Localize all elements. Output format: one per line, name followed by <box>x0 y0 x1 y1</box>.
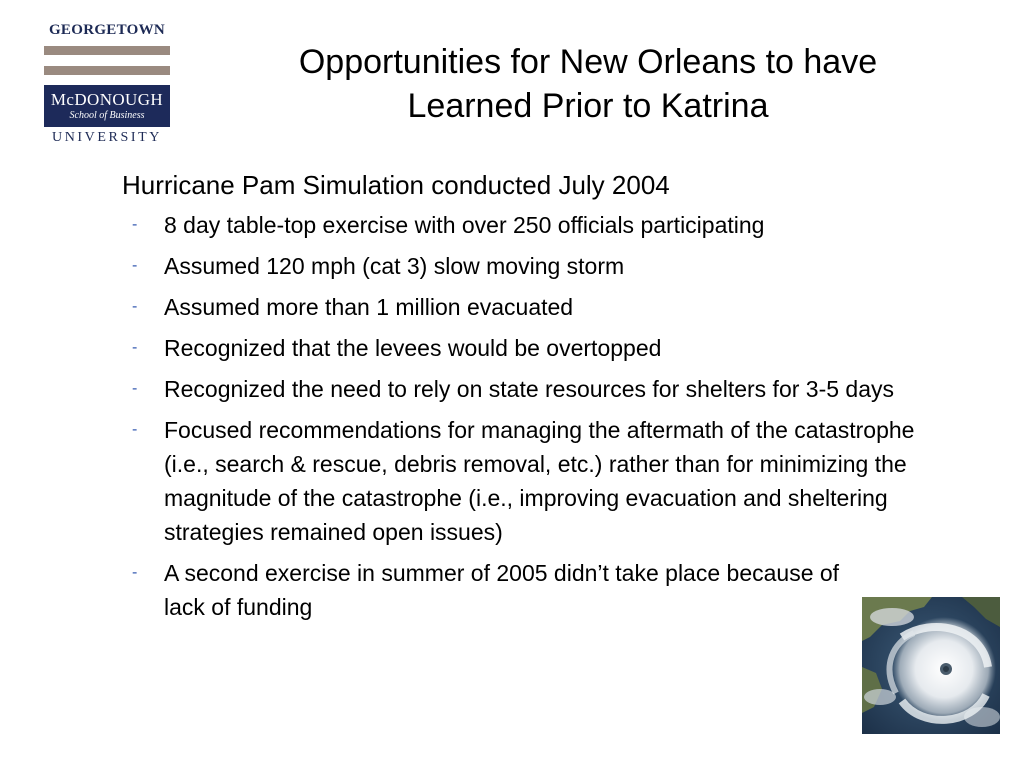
dash-bullet-icon: - <box>132 380 138 397</box>
logo-box-subtitle: School of Business <box>69 110 145 121</box>
bullet-item <box>122 556 922 624</box>
bullet-text: Recognized that the levees would be overtopped <box>164 335 662 361</box>
bullet-item <box>122 249 922 283</box>
bullet-item <box>122 208 922 242</box>
slide-title <box>200 40 976 128</box>
dash-bullet-icon: - <box>132 216 138 233</box>
logo-top-text: GEORGETOWN <box>48 22 166 38</box>
slide-content <box>122 168 922 631</box>
bullet-text: Assumed more than 1 million evacuated <box>164 294 574 320</box>
bullet-text: Recognized the need to rely on state resources for shelters for 3-5 days <box>164 376 895 402</box>
bullet-item <box>122 290 922 324</box>
section-heading: Hurricane Pam Simulation conducted July 2004 <box>122 170 670 200</box>
bullet-text: 8 day table-top exercise with over 250 officials participating <box>164 212 765 238</box>
dash-bullet-icon: - <box>132 339 138 356</box>
bullet-text: Focused recommendations for managing the aftermath of the catastrophe (i.e., search & rescue, debris removal, etc.) rather than for minimizing the magnitude of the catastrophe (i.e., improving evacuation and sheltering strategies remained open issues) <box>164 417 915 545</box>
logo-box-name: McDONOUGH <box>50 90 164 109</box>
bullet-text: Assumed 120 mph (cat 3) slow moving storm <box>164 253 625 279</box>
dash-bullet-icon: - <box>132 257 138 274</box>
logo-stripe <box>44 66 170 75</box>
bullet-item <box>122 372 922 406</box>
logo-bottom-text: UNIVERSITY <box>52 130 162 145</box>
bullet-item <box>122 413 922 549</box>
dash-bullet-icon: - <box>132 298 138 315</box>
bullet-list <box>122 208 922 624</box>
dash-bullet-icon: - <box>132 421 138 438</box>
bullet-text: A second exercise in summer of 2005 didn’t take place because of lack of funding <box>164 560 840 620</box>
logo-crest-box <box>44 85 170 127</box>
dash-bullet-icon: - <box>132 564 138 581</box>
slide-title-line-2: Learned Prior to Katrina <box>407 87 769 125</box>
hurricane-satellite-image <box>862 597 1000 734</box>
logo-stripe <box>44 46 170 55</box>
bullet-item <box>122 331 922 365</box>
georgetown-mcdonough-logo <box>42 22 172 150</box>
slide-title-line-1: Opportunities for New Orleans to have <box>298 43 878 81</box>
